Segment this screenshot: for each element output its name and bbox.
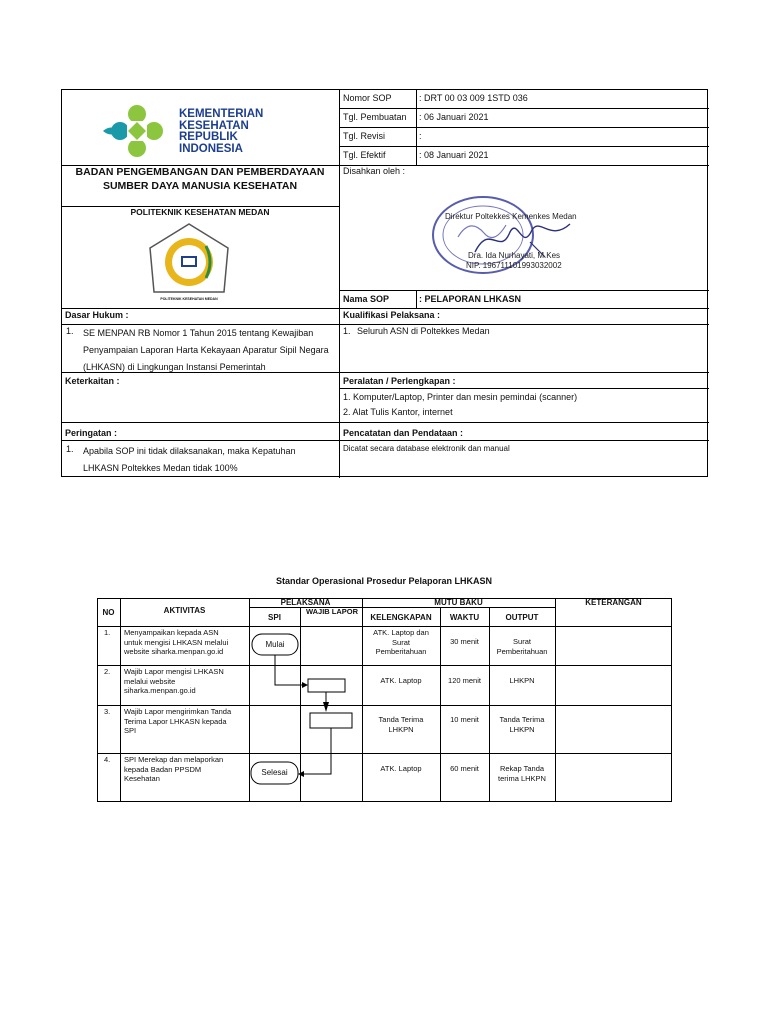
start-label: Mulai [265,640,285,649]
row-3-waktu: 10 menit [450,715,479,724]
row-4-waktu: 60 menit [450,764,479,773]
peralatan-item-1: 1. Komputer/Laptop, Printer dan mesin pemindai (scanner) [343,392,578,402]
dasar-hukum-label: Dasar Hukum : [65,310,129,320]
header-kelengkapan: KELENGKAPAN [370,613,432,622]
meta-label-revisi: Tgl. Revisi [343,131,386,141]
pencatatan-label: Pencatatan dan Pendataan : [343,428,464,438]
header-wajib-lapor: WAJIB LAPOR [305,607,359,616]
row-3-aktivitas: Wajib Lapor mengirimkan Tanda Terima Lapor LHKASN kepada SPI [124,707,232,735]
meta-value-nomor: : DRT 00 03 009 1STD 036 [419,93,528,103]
peringatan-label: Peringatan : [65,428,118,438]
process-box-wajib-lapor [308,679,345,692]
row-1-kelengkapan: ATK. Laptop dan Surat Pemberitahuan [373,628,429,656]
row-1-no: 1. [104,628,111,637]
row-3-output: Tanda Terima LHKPN [499,715,545,734]
header-no: NO [102,608,115,617]
kualifikasi-text: Seluruh ASN di Poltekkes Medan [357,326,490,336]
header-mutu-baku: MUTU BAKU [434,598,483,607]
seal-caption: POLITEKNIK KESEHATAN MEDAN [160,297,218,301]
nama-sop-value: : PELAPORAN LHKASN [419,294,522,304]
row-1-output: Surat Pemberitahuan [496,637,548,656]
header-pelaksana: PELAKSANA [280,598,331,607]
signatory-title: Direktur Poltekkes Kemenkes Medan [445,212,577,221]
row-4-no: 4. [104,755,111,764]
row-4-output: Rekap Tanda terima LHKPN [498,764,546,783]
logo-wordmark: KEMENTERIAN KESEHATAN REPUBLIK INDONESIA [179,108,264,155]
row-3-kelengkapan: Tanda Terima LHKPN [378,715,424,734]
row-1-aktivitas: Menyampaikan kepada ASN untuk mengisi LHKASN melalui website siharka.menpan.go.id [124,628,229,656]
signatory-nip: NIP. 196711101993032002 [466,261,562,270]
row-3-no: 3. [104,707,111,716]
institution-name: POLITEKNIK KESEHATAN MEDAN [130,207,270,217]
row-4-kelengkapan: ATK. Laptop [380,764,422,773]
signatory-name: Dra. Ida Nurhayati, M.Kes [468,251,561,260]
row-2-waktu: 120 menit [448,676,481,685]
sop-table-title: Standar Operasional Prosedur Pelaporan LHKASN [275,576,493,586]
kualifikasi-label: Kualifikasi Pelaksana : [343,310,441,320]
header-output: OUTPUT [505,613,539,622]
peringatan-number: 1. [66,444,74,454]
row-4-aktivitas: SPI Merekap dan melaporkan kepada Badan PPSDM Kesehatan [124,755,224,783]
disahkan-label: Disahkan oleh : [343,166,406,176]
row-1-waktu: 30 menit [450,637,479,646]
keterkaitan-label: Keterkaitan : [65,376,120,386]
org-title: BADAN PENGEMBANGAN DAN PEMBERDAYAAN SUMBER DAYA MANUSIA KESEHATAN [75,166,325,192]
row-2-no: 2. [104,667,111,676]
header-aktivitas: AKTIVITAS [163,606,206,615]
peringatan-text: Apabila SOP ini tidak dilaksanakan, maka Kepatuhan LHKASN Poltekkes Medan tidak 100% [83,446,296,473]
row-2-kelengkapan: ATK. Laptop [380,676,422,685]
meta-value-efektif: : 08 Januari 2021 [419,150,489,160]
process-box-kirim [310,713,352,728]
end-label: Selesai [261,768,288,777]
header-keterangan: KETERANGAN [585,598,642,607]
meta-value-pembuatan: : 06 Januari 2021 [419,112,489,122]
pencatatan-text: Dicatat secara database elektronik dan manual [343,444,510,453]
meta-label-nomor: Nomor SOP [343,93,392,103]
row-2-output: LHKPN [509,676,535,685]
header-spi: SPI [268,613,281,622]
peralatan-item-2: 2. Alat Tulis Kantor, internet [343,407,453,417]
dasar-hukum-text: SE MENPAN RB Nomor 1 Tahun 2015 tentang Kewajiban Penyampaian Laporan Harta Kekayaan Aparatur Sipil Negara (LHKASN) di Lingkungan Instansi Pemerintah [83,328,329,372]
dasar-hukum-number: 1. [66,326,74,336]
kualifikasi-number: 1. [343,326,351,336]
peralatan-label: Peralatan / Perlengkapan : [343,376,456,386]
meta-value-revisi: : [419,131,422,141]
row-2-aktivitas: Wajib Lapor mengisi LHKASN melalui website siharka.menpan.go.id [124,667,224,695]
meta-label-pembuatan: Tgl. Pembuatan [343,112,407,122]
meta-label-efektif: Tgl. Efektif [343,150,386,160]
nama-sop-label: Nama SOP [343,294,390,304]
header-waktu: WAKTU [449,613,480,622]
